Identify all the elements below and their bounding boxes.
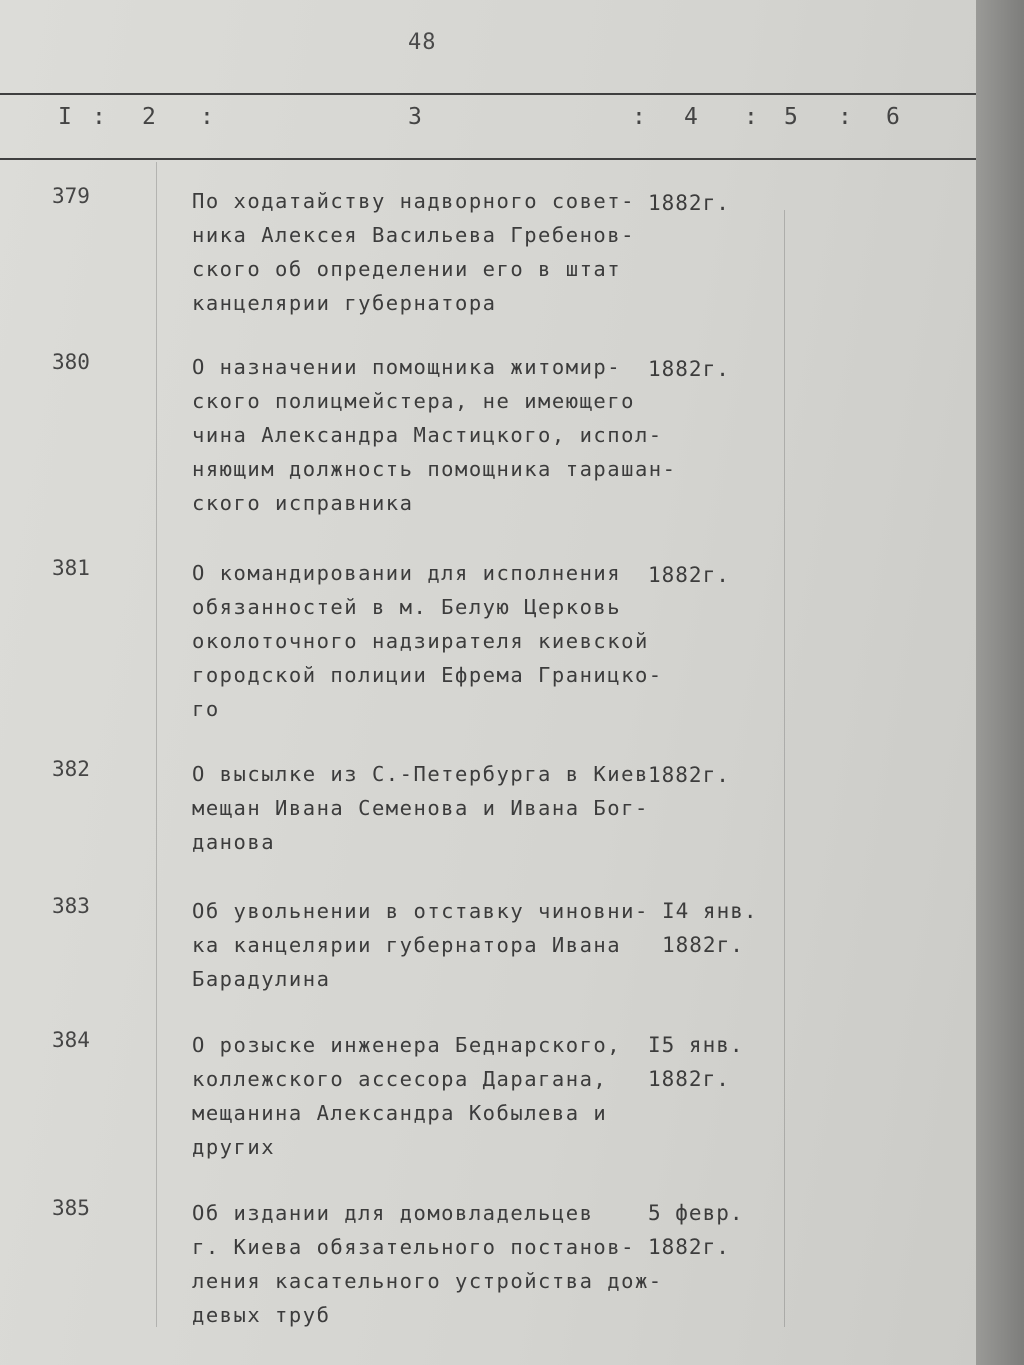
entry-date: I5 янв. 1882г. — [648, 1033, 744, 1091]
page-number: 48 — [408, 30, 437, 55]
header-top-rule — [0, 93, 976, 95]
entry-number: 385 — [52, 1196, 90, 1220]
entry-text: О розыске инженера Беднарского, коллежского ассесора Дарагана, мещанина Александра Кобылева и других — [192, 1033, 622, 1159]
entry-number: 383 — [52, 894, 90, 918]
entry-text: Об издании для домовладельцев г. Киева обязательного постанов- ления касательного устройства дож- девых труб — [192, 1201, 663, 1327]
column-header-sep: : — [632, 104, 646, 130]
column-header-6: 6 — [886, 104, 900, 130]
header-bottom-rule — [0, 158, 976, 160]
column-header-sep: : — [200, 104, 214, 130]
column-header-2: 2 — [142, 104, 156, 130]
column-header-3: 3 — [408, 104, 422, 130]
column-header-1: I — [58, 104, 72, 130]
column-header-4: 4 — [684, 104, 698, 130]
entry-text: О назначении помощника житомир- ского полицмейстера, не имеющего чина Александра Мастицкого, испол- няющим должность помощника тарашан- ского исправника — [192, 355, 677, 515]
entry-text: По ходатайству надворного совет- ника Алексея Васильева Гребенов- ского об определении его в штат канцелярии губернатора — [192, 189, 635, 315]
entry-number: 382 — [52, 757, 90, 781]
entry-text: О командировании для исполнения обязанностей в м. Белую Церковь околоточного надзирателя киевской городской полиции Ефрема Границко- го — [192, 561, 663, 721]
column-header-sep: : — [744, 104, 758, 130]
entry-number: 381 — [52, 556, 90, 580]
entry-date: 1882г. — [648, 563, 730, 587]
entry-number: 379 — [52, 184, 90, 208]
entry-text: О высылке из С.-Петербурга в Киев мещан Ивана Семенова и Ивана Бог- данова — [192, 762, 649, 854]
column-header-5: 5 — [784, 104, 798, 130]
column-divider — [156, 162, 157, 1327]
entry-date: 5 февр. 1882г. — [648, 1201, 744, 1259]
entry-number: 380 — [52, 350, 90, 374]
page-edge-shadow — [976, 0, 1024, 1365]
column-header-sep: : — [838, 104, 852, 130]
entry-date: 1882г. — [648, 763, 730, 787]
entry-text: Об увольнении в отставку чиновни- ка канцелярии губернатора Ивана Барадулина — [192, 899, 649, 991]
entry-date: 1882г. — [648, 357, 730, 381]
entry-date: 1882г. — [648, 191, 730, 215]
entry-number: 384 — [52, 1028, 90, 1052]
column-header-sep: : — [92, 104, 106, 130]
entry-date: I4 янв. 1882г. — [662, 899, 758, 957]
column-divider — [784, 210, 785, 1327]
